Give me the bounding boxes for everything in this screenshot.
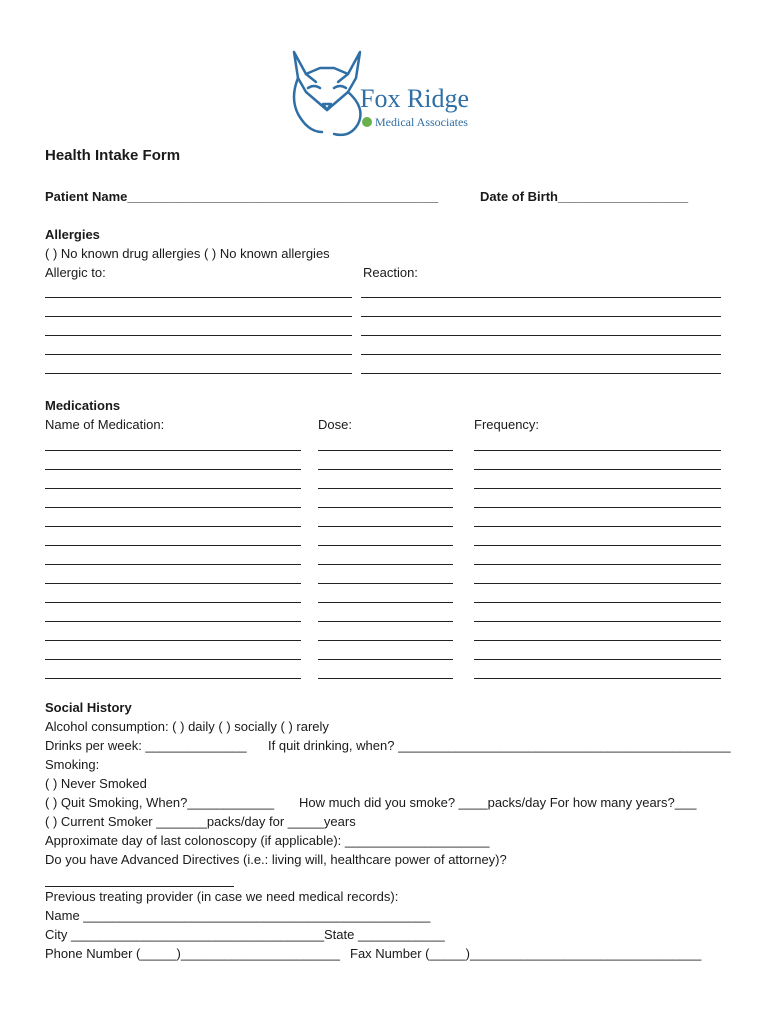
allergy-reaction-line[interactable] [361,373,721,374]
medication-dose-line[interactable] [318,564,453,565]
allergy-options[interactable]: ( ) No known drug allergies ( ) No known allergies [45,246,330,261]
reaction-label: Reaction: [363,265,418,280]
alcohol-consumption-field[interactable]: Alcohol consumption: ( ) daily ( ) socially ( ) rarely [45,719,329,734]
patient-name-field[interactable]: Patient Name___________________________________________ [45,189,439,204]
never-smoked-option[interactable]: ( ) Never Smoked [45,776,147,791]
medication-name-line[interactable] [45,659,301,660]
medication-dose-line[interactable] [318,659,453,660]
medications-heading: Medications [45,398,121,413]
medication-dose-line[interactable] [318,507,453,508]
medication-name-line[interactable] [45,621,301,622]
medication-dose-line[interactable] [318,678,453,679]
medication-dose-line[interactable] [318,640,453,641]
advanced-directives-answer-line[interactable] [45,886,234,887]
date-of-birth-field[interactable]: Date of Birth__________________ [480,189,689,204]
medication-dose-line[interactable] [318,583,453,584]
allergy-reaction-line[interactable] [361,316,721,317]
medication-dose-line[interactable] [318,621,453,622]
medication-frequency-line[interactable] [474,507,721,508]
colonoscopy-field[interactable]: Approximate day of last colonoscopy (if applicable): ____________________ [45,833,490,848]
medication-frequency-line[interactable] [474,621,721,622]
smoking-label: Smoking: [45,757,100,772]
medication-frequency-line[interactable] [474,602,721,603]
medication-name-line[interactable] [45,602,301,603]
allergy-reaction-line[interactable] [361,354,721,355]
medication-dose-line[interactable] [318,526,453,527]
medication-frequency-line[interactable] [474,640,721,641]
provider-fax-field[interactable]: Fax Number (_____)________________________________ [350,946,702,961]
allergies-heading: Allergies [45,227,100,242]
medication-frequency-line[interactable] [474,659,721,660]
provider-name-field[interactable]: Name ________________________________________________ [45,908,431,923]
quit-smoking-field[interactable]: ( ) Quit Smoking, When?____________ [45,795,275,810]
medication-name-line[interactable] [45,545,301,546]
medication-frequency-line[interactable] [474,488,721,489]
medication-name-line[interactable] [45,526,301,527]
advanced-directives-label: Do you have Advanced Directives (i.e.: living will, healthcare power of attorney)? [45,852,507,867]
social-history-heading: Social History [45,700,132,715]
medication-frequency-line[interactable] [474,678,721,679]
provider-state-field[interactable]: State ____________ [324,927,445,942]
medication-dose-line[interactable] [318,602,453,603]
medication-name-line[interactable] [45,507,301,508]
allergy-name-line[interactable] [45,373,352,374]
allergy-name-line[interactable] [45,354,352,355]
medication-name-line[interactable] [45,583,301,584]
medication-dose-label: Dose: [318,417,352,432]
medication-frequency-line[interactable] [474,583,721,584]
medication-dose-line[interactable] [318,450,453,451]
allergy-reaction-line[interactable] [361,297,721,298]
logo-subtitle: Medical Associates [375,115,468,129]
medication-frequency-line[interactable] [474,545,721,546]
logo-name: Fox Ridge [360,84,470,113]
medication-frequency-label: Frequency: [474,417,540,432]
allergy-name-line[interactable] [45,335,352,336]
previous-provider-label: Previous treating provider (in case we need medical records): [45,889,399,904]
medication-frequency-line[interactable] [474,564,721,565]
provider-city-field[interactable]: City ___________________________________ [45,927,325,942]
medication-frequency-line[interactable] [474,526,721,527]
quit-drinking-field[interactable]: If quit drinking, when? ______________________________________________ [268,738,731,753]
medication-frequency-line[interactable] [474,450,721,451]
form-title: Health Intake Form [45,147,181,164]
allergy-reaction-line[interactable] [361,335,721,336]
medication-name-line[interactable] [45,678,301,679]
medication-dose-line[interactable] [318,545,453,546]
medication-dose-line[interactable] [318,488,453,489]
medication-dose-line[interactable] [318,469,453,470]
drinks-per-week-field[interactable]: Drinks per week: ______________ [45,738,247,753]
logo-accent-dot-icon [362,117,372,127]
allergy-name-line[interactable] [45,316,352,317]
medication-name-line[interactable] [45,564,301,565]
medication-name-label: Name of Medication: [45,417,165,432]
medication-name-line[interactable] [45,640,301,641]
medication-name-line[interactable] [45,469,301,470]
current-smoker-field[interactable]: ( ) Current Smoker _______packs/day for _____years [45,814,356,829]
provider-phone-field[interactable]: Phone Number (_____)______________________ [45,946,340,961]
logo [286,48,506,142]
allergy-name-line[interactable] [45,297,352,298]
smoking-amount-field[interactable]: How much did you smoke? ____packs/day For how many years?___ [299,795,697,810]
allergic-to-label: Allergic to: [45,265,106,280]
medication-name-line[interactable] [45,450,301,451]
medication-frequency-line[interactable] [474,469,721,470]
medication-name-line[interactable] [45,488,301,489]
